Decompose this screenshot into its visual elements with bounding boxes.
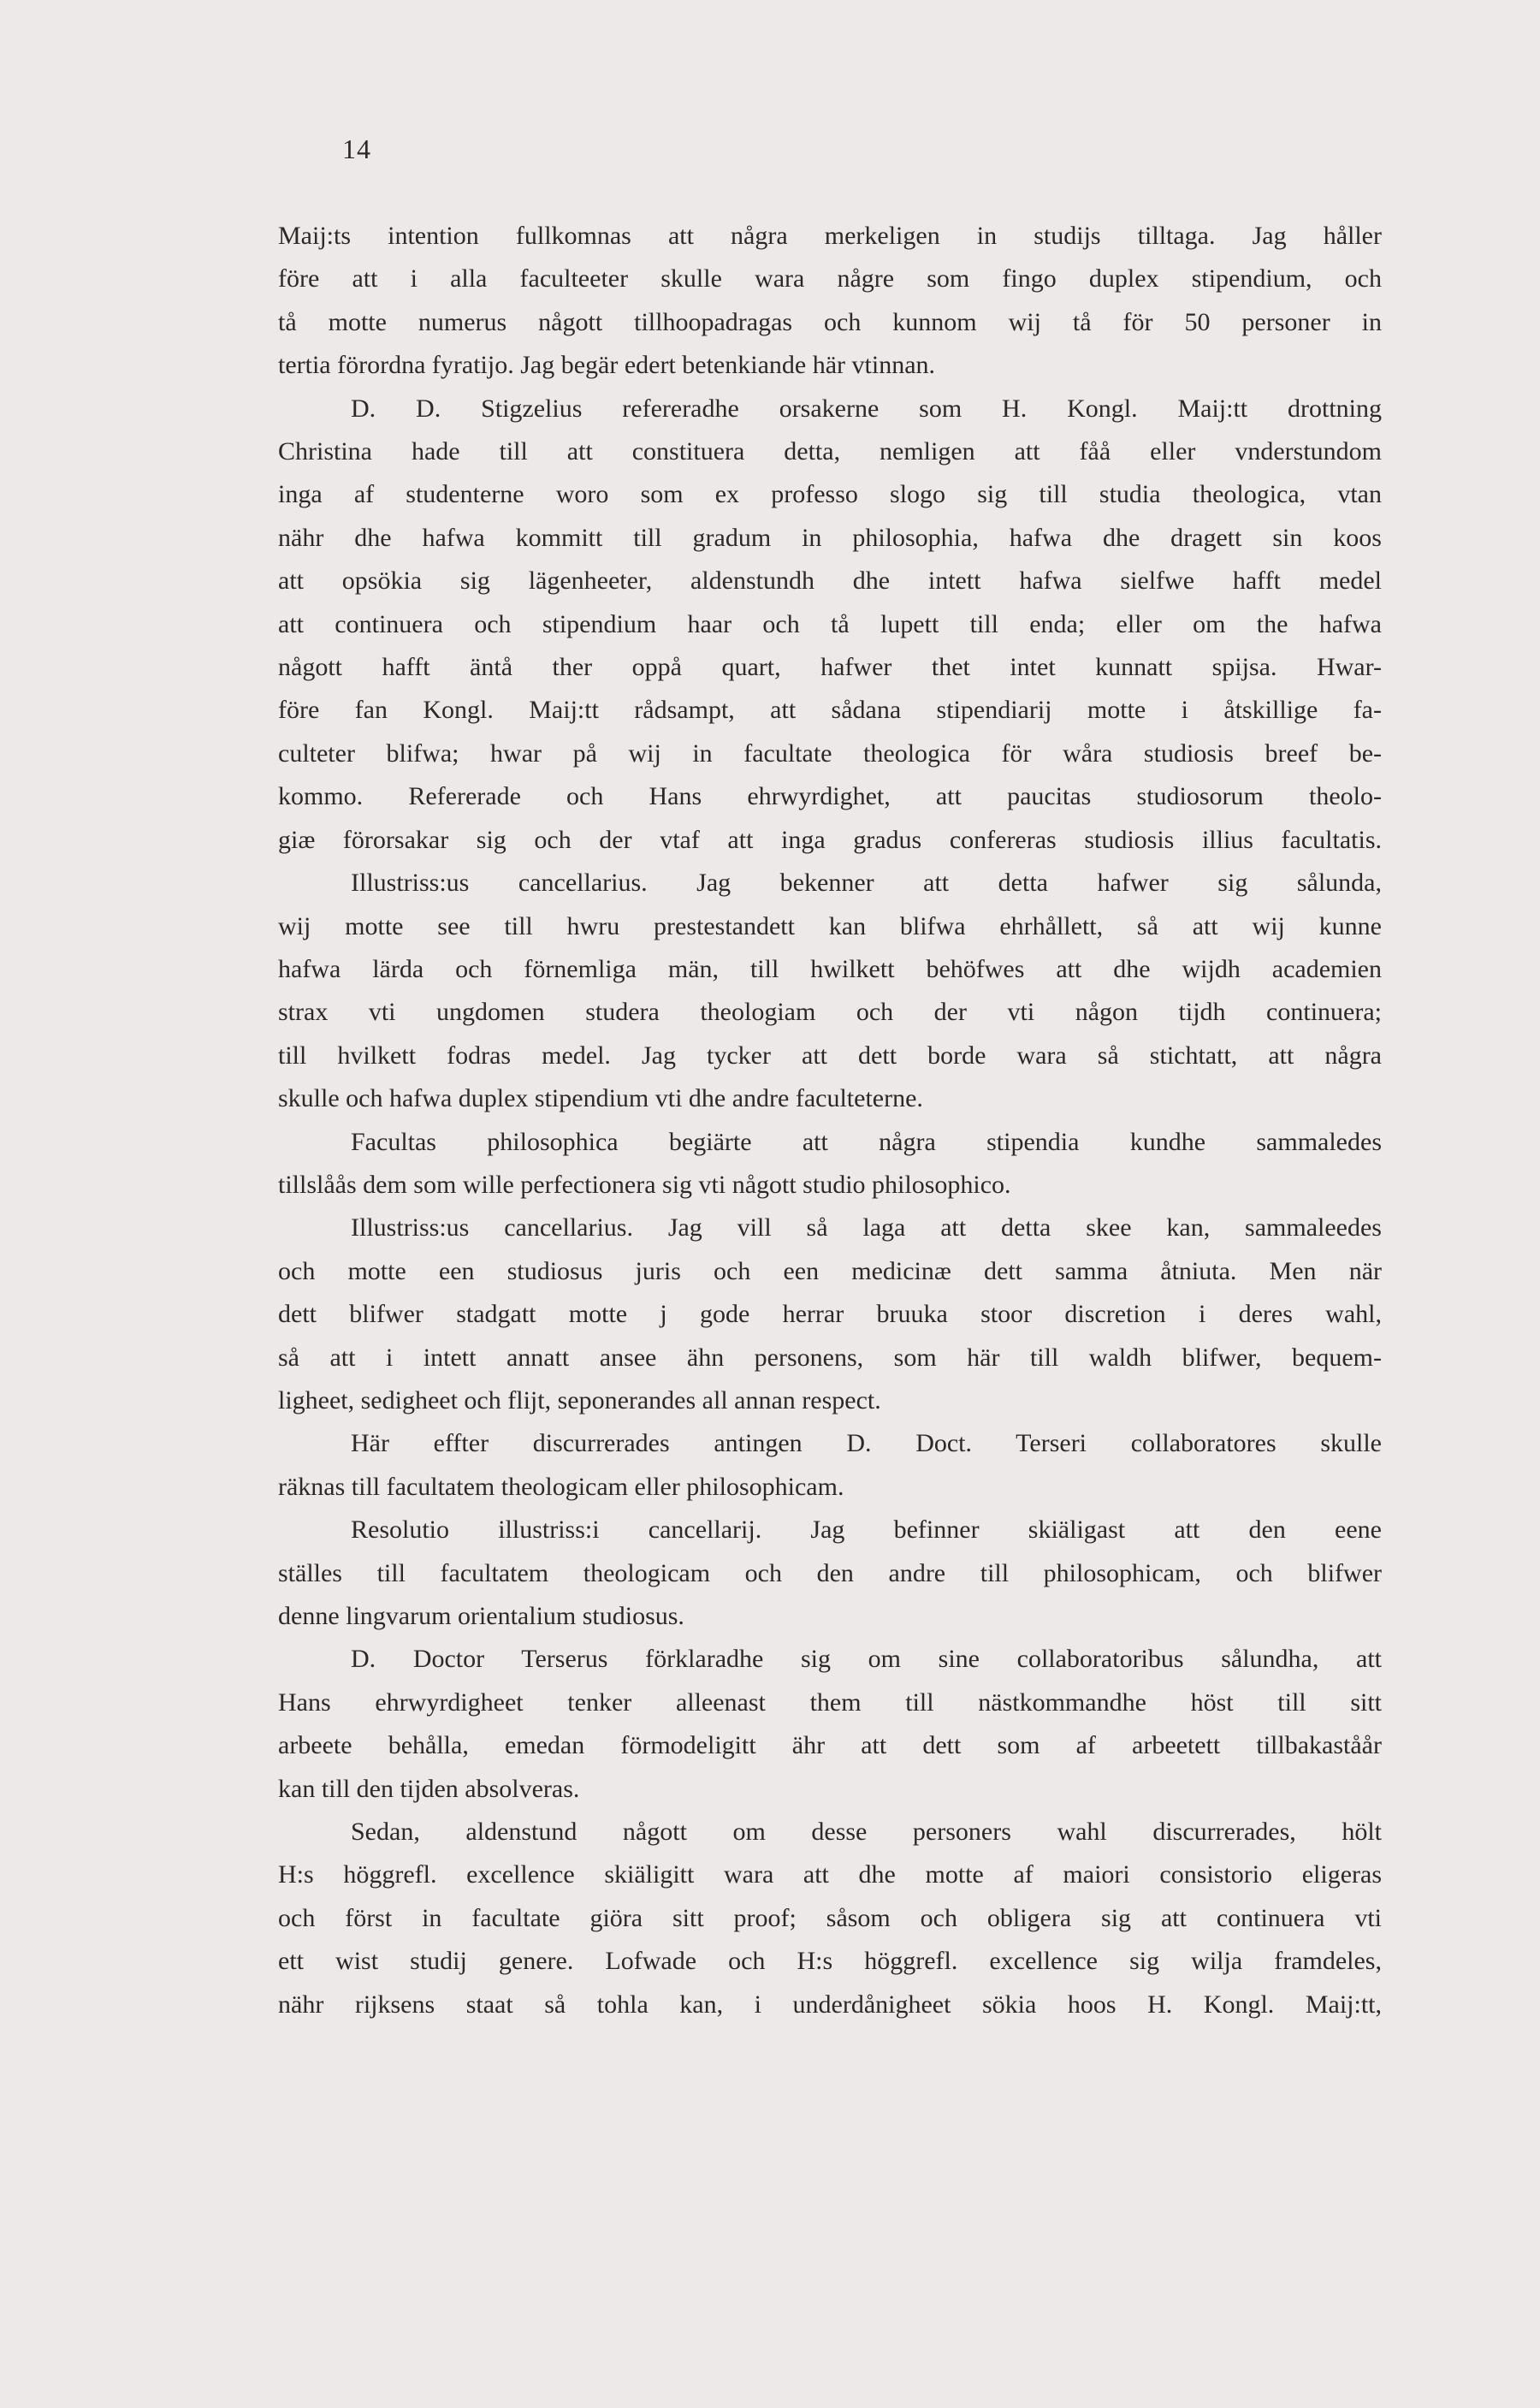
text-line: Illustriss:us cancellarius. Jag vill så laga att detta skee kan, sammaleedes (351, 1213, 1382, 1243)
text-line: giæ förorsakar sig och der vtaf att inga gradus confereras studiosis illius facultatis. (278, 825, 1382, 854)
text-line: så att i intett annatt ansee ähn personens, som här till waldh blifwer, bequem- (278, 1343, 1382, 1372)
text-line: culteter blifwa; hwar på wij in facultate theologica för wåra studiosis breef be- (278, 738, 1382, 768)
text-line: Resolutio illustriss:i cancellarij. Jag befinner skiäligast att den eene (351, 1515, 1382, 1545)
text-line: Facultas philosophica begiärte att några stipendia kundhe sammaledes (351, 1127, 1382, 1156)
text-line: Christina hade till att constituera detta, nemligen att fåå eller vnderstundom (278, 437, 1382, 466)
text-line: D. D. Stigzelius refereradhe orsakerne som H. Kongl. Maij:tt drottning (351, 394, 1382, 423)
text-line: ligheet, sedigheet och flijt, seponerandes all annan respect. (278, 1385, 881, 1415)
text-line: inga af studenterne woro som ex professo slogo sig till studia theologica, vtan (278, 480, 1382, 509)
text-line: strax vti ungdomen studera theologiam och der vti någon tijdh continuera; (278, 998, 1382, 1027)
text-line: till hvilkett fodras medel. Jag tycker att dett borde wara så stichtatt, att några (278, 1041, 1382, 1070)
text-line: före fan Kongl. Maij:tt rådsampt, att sådana stipendiarij motte i åtskillige fa- (278, 696, 1382, 725)
text-line: dett blifwer stadgatt motte j gode herrar bruuka stoor discretion i deres wahl, (278, 1300, 1382, 1329)
text-line: före att i alla faculteeter skulle wara någre som fingo duplex stipendium, och (278, 264, 1382, 294)
text-line: och först in facultate giöra sitt proof; såsom och obligera sig att continuera vti (278, 1903, 1382, 1932)
body-text (278, 215, 1382, 2026)
text-line: Här effter discurrerades antingen D. Doct. Terseri collaboratores skulle (351, 1429, 1382, 1458)
text-line: tertia förordna fyratijo. Jag begär edert betenkiande här vtinnan. (278, 351, 936, 380)
text-line: tillslåås dem som wille perfectionera sig vti någott studio philosophico. (278, 1170, 1011, 1199)
text-line: denne lingvarum orientalium studiosus. (278, 1602, 684, 1630)
text-line: Illustriss:us cancellarius. Jag bekenner att detta hafwer sig sålunda, (351, 869, 1382, 898)
text-line: nähr rijksens staat så tohla kan, i underdånigheet sökia hoos H. Kongl. Maij:tt, (278, 1990, 1382, 2019)
text-line: att continuera och stipendium haar och tå lupett till enda; eller om the hafwa (278, 609, 1382, 638)
text-line: och motte een studiosus juris och een medicinæ dett samma åtniuta. Men när (278, 1256, 1382, 1285)
text-line: arbeete behålla, emedan förmodeligitt ähr att dett som af arbeetett tillbakaståår (278, 1731, 1382, 1760)
text-line: Maij:ts intention fullkomnas att några merkeligen in studijs tilltaga. Jag håller (278, 222, 1382, 250)
text-line: ställes till facultatem theologicam och den andre till philosophicam, och blifwer (278, 1558, 1382, 1587)
text-line: ett wist studij genere. Lofwade och H:s höggrefl. excellence sig wilja framdeles, (278, 1947, 1382, 1976)
text-line: nähr dhe hafwa kommitt till gradum in philosophia, hafwa dhe dragett sin koos (278, 523, 1382, 552)
text-line: kan till den tijden absolveras. (278, 1774, 580, 1803)
page-number: 14 (342, 133, 371, 164)
text-line: skulle och hafwa duplex stipendium vti dhe andre faculteterne. (278, 1084, 923, 1113)
text-line: Sedan, aldenstund någott om desse personers wahl discurrerades, hölt (351, 1818, 1382, 1847)
text-line: räknas till facultatem theologicam eller philosophicam. (278, 1472, 844, 1501)
text-line: wij motte see till hwru prestestandett kan blifwa ehrhållett, så att wij kunne (278, 911, 1382, 940)
text-line: kommo. Refererade och Hans ehrwyrdighet, att paucitas studiosorum theolo- (278, 782, 1382, 811)
text-line: tå motte numerus någott tillhoopadragas och kunnom wij tå för 50 personer in (278, 307, 1382, 336)
text-line: någott hafft äntå ther oppå quart, hafwer thet intet kunnatt spijsa. Hwar- (278, 653, 1382, 682)
text-line: att opsökia sig lägenheeter, aldenstundh dhe intett hafwa sielfwe hafft medel (278, 566, 1382, 596)
text-line: H:s höggrefl. excellence skiäligitt wara att dhe motte af maiori consistorio eligeras (278, 1860, 1382, 1889)
text-line: Hans ehrwyrdigheet tenker alleenast them till nästkommandhe höst till sitt (278, 1687, 1382, 1717)
text-line: D. Doctor Terserus förklaradhe sig om sine collaboratoribus sålundha, att (351, 1645, 1382, 1674)
text-line: hafwa lärda och förnemliga män, till hwilkett behöfwes att dhe wijdh academien (278, 954, 1382, 983)
